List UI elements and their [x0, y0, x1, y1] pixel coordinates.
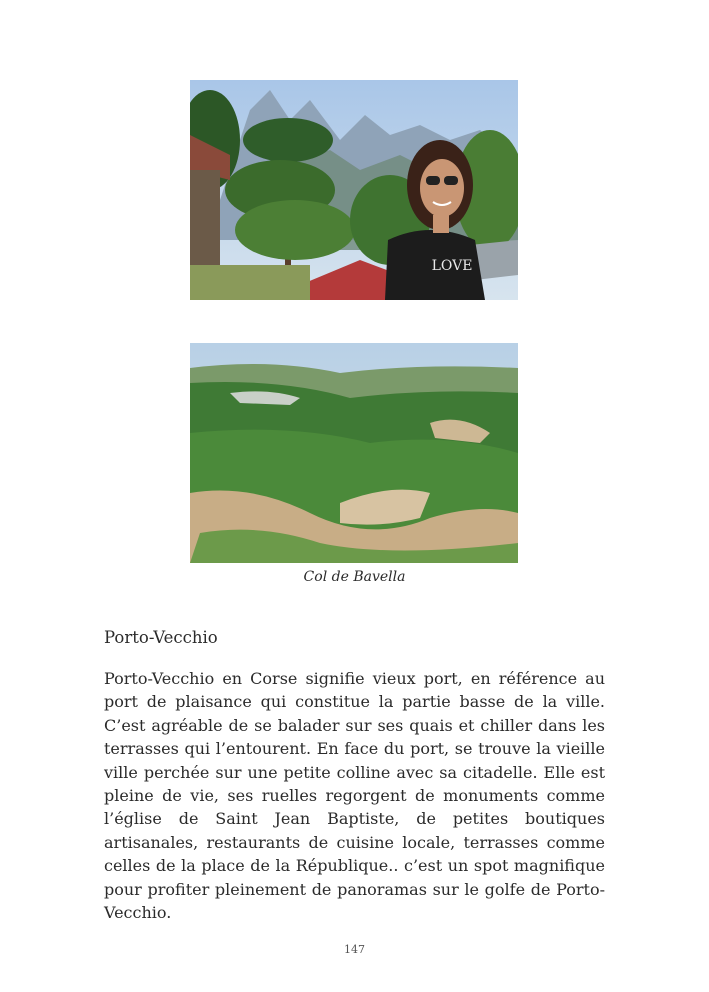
section-heading: Porto-Vecchio [104, 628, 218, 647]
tshirt-print: LOVE [431, 258, 473, 274]
page-number: 147 [344, 943, 365, 956]
photo-caption: Col de Bavella [303, 569, 406, 585]
body-paragraph: Porto-Vecchio en Corse signifie vieux port, en référence au port de plaisance qui constitue la partie basse de la ville. C’est agréable de se balader sur ses quais et chiller dans les terrasses qui l’entourent. En face du port, se trouve la vieille ville perchée sur une petite colline avec sa citadelle. Elle est pleine de vie, ses ruelles regorgent de monuments comme l’église de Saint Jean Baptiste, de petites boutiques artisanales, restaurants de cuisine locale, terrasses comme celles de la place de la République.. c’est un spot magnifique pour profiter pleinement de panoramas sur le golfe de Porto-Vecchio. [104, 669, 605, 923]
photo-woman-mountains [190, 80, 518, 300]
photo-valley-forest [190, 343, 518, 563]
